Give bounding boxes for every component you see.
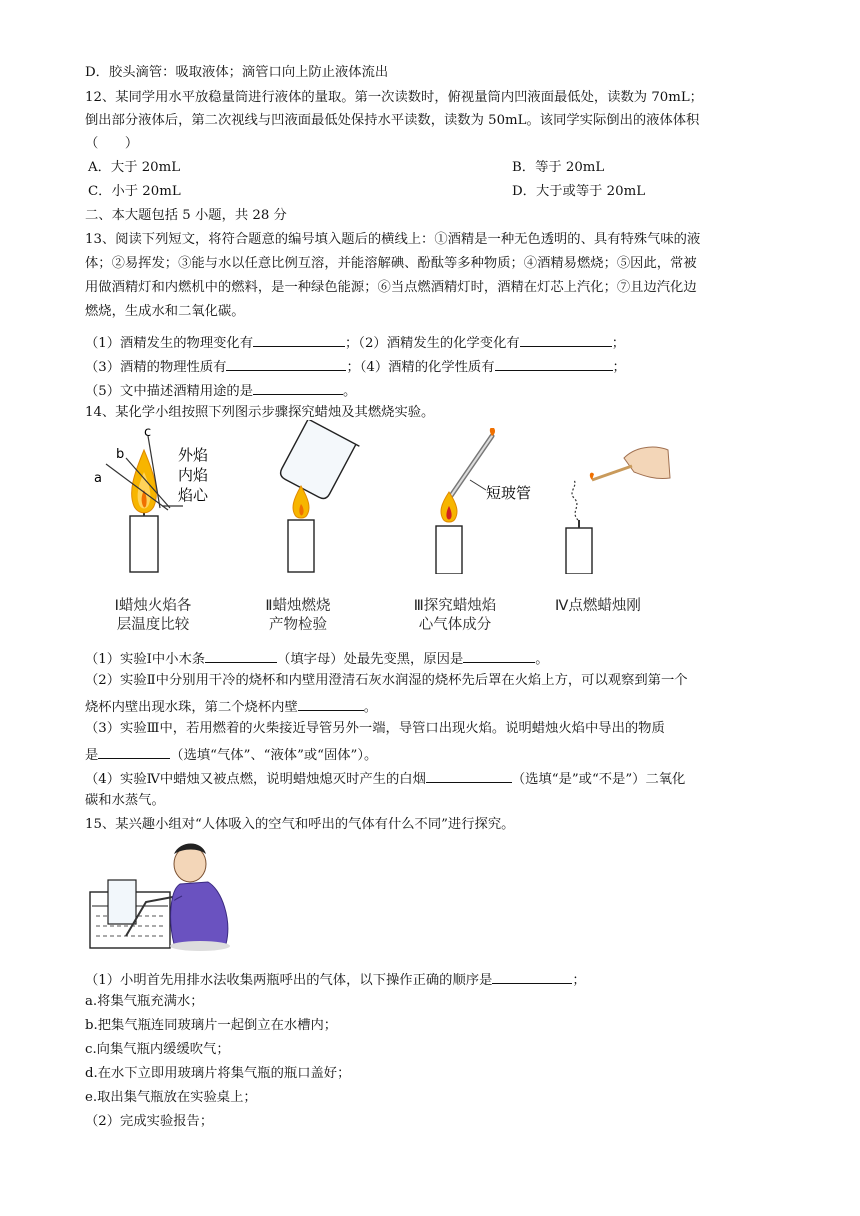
figure-exhaled-gas-collection [86,840,246,952]
q13-sub-1-label: （1）酒精发生的物理变化有 [85,336,254,351]
q13-line-2: 体；②易挥发；③能与水以任意比例互溶，并能溶解碘、酚酞等多种物质；④酒精易燃烧；⑤因此，常被 [85,256,697,271]
q14-title: 14、某化学小组按照下列图示步骤探究蜡烛及其燃烧实验。 [85,405,435,420]
student-shadow [170,941,230,951]
q12-option-c: C．小于 20mL [88,184,181,199]
q14-sub-2-label: 烧杯内壁出现水珠，第二个烧杯内壁 [85,700,298,715]
q14-sub-1 [85,648,549,669]
figure-short-tube [426,428,556,574]
q15-blank-1[interactable] [492,969,572,984]
label-flame-core: 焰心 [178,486,209,504]
hand-icon [624,447,670,478]
student-body [171,882,228,944]
label-outer-flame: 外焰 [178,446,209,464]
q14-sub-3-line-1: （3）实验Ⅲ中，若用燃着的火柴接近导管另外一端，导管口出现火焰。说明蜡烛火焰中导出的物质 [85,721,665,736]
q13-blank-2[interactable] [520,332,612,347]
label-inner-flame: 内焰 [178,466,209,484]
q13-sub-5-label: （5）文中描述酒精用途的是 [85,384,254,399]
q14-blank-1[interactable] [205,648,277,663]
q13-blank-4[interactable] [495,356,613,371]
figure-relight-smoke [560,440,680,574]
candle-3 [436,526,462,574]
q12-option-d: D．大于或等于 20mL [512,184,646,199]
caption-fig-2-line-2: 产物检验 [269,617,327,633]
q14-sub-3-end: （选填“气体”、“液体”或“固体”）。 [170,748,378,763]
q12-option-b: B．等于 20mL [512,160,605,175]
beaker-icon [275,420,360,503]
caption-fig-2-line-1: Ⅱ蜡烛燃烧 [265,598,331,614]
match-stick [592,466,632,480]
q14-sub-4-line-2: 碳和水蒸气。 [85,793,165,808]
q15-step-d: d.在水下立即用玻璃片将集气瓶的瓶口盖好； [85,1066,351,1081]
caption-fig-4 [528,597,668,616]
label-short-tube: 短玻管 [486,484,532,502]
q13-blank-1[interactable] [253,332,345,347]
label-c: c [144,425,152,440]
q15-step-e: e.取出集气瓶放在实验桌上； [85,1090,257,1105]
q14-sub-2-line-2 [85,696,377,717]
q13-sub-2-end: ； [611,336,625,351]
candle-1 [130,516,158,572]
figure-flame-layers [88,424,238,574]
gas-bottle [108,880,136,924]
section-2-heading: 二、本大题包括 5 小题，共 28 分 [85,208,287,223]
q13-line-1: 13、阅读下列短文，将符合题意的编号填入题后的横线上：①酒精是一种无色透明的、具有特殊气味的液 [85,232,701,247]
q15-step-a: a.将集气瓶充满水； [85,994,204,1009]
caption-fig-4-line-1: Ⅳ点燃蜡烛刚 [555,598,641,614]
q13-blank-5[interactable] [253,380,343,395]
q12-option-a: A．大于 20mL [88,160,181,175]
q15-step-b: b.把集气瓶连同玻璃片一起倒立在水槽内； [85,1018,338,1033]
caption-fig-1 [88,597,218,635]
q14-sub-2-line-1: （2）实验Ⅱ中分别用干冷的烧杯和内壁用澄清石灰水润湿的烧杯先后罩在火焰上方，可以观察到第一个 [85,673,688,688]
white-smoke [572,480,578,520]
q13-line-3: 用做酒精灯和内燃机中的燃料，是一种绿色能源；⑥当点燃酒精灯时，酒精在灯芯上汽化；⑦且边汽化边 [85,280,697,295]
caption-fig-3 [385,597,525,635]
q13-sub-5-end: 。 [343,384,357,399]
caption-fig-3-line-2: 心气体成分 [418,617,492,633]
q14-sub-3-label: 是 [85,748,99,763]
caption-fig-1-line-2: 层温度比较 [116,617,190,633]
label-a: a [94,471,102,486]
q11-option-d: D．胶头滴管：吸取液体；滴管口向上防止液体流出 [85,65,389,80]
q13-sub-5 [85,380,356,401]
q13-sub-3-label: （3）酒精的物理性质有 [85,360,227,375]
q15-sub-2: （2）完成实验报告； [85,1114,214,1129]
caption-fig-1-line-1: Ⅰ蜡烛火焰各 [114,598,192,614]
q13-sub-4-end: ； [612,360,626,375]
caption-fig-3-line-1: Ⅲ探究蜡烛焰 [413,598,497,614]
q12-answer-paren: （ ） [85,136,139,151]
q14-sub-4-line-1 [85,768,685,789]
candle-2 [288,520,314,572]
q14-blank-3[interactable] [298,696,364,711]
q14-sub-4-label: （4）实验Ⅳ中蜡烛又被点燃，说明蜡烛熄灭时产生的白烟 [85,772,426,787]
caption-fig-2 [238,597,358,635]
q13-sub-2-label: ；（2）酒精发生的化学变化有 [345,336,520,351]
q12-line-1: 12、某同学用水平放稳量筒进行液体的量取。第一次读数时，俯视量筒内凹液面最低处，读数为 70mL； [85,90,703,105]
q15-sub-1-label: （1）小明首先用排水法收集两瓶呼出的气体，以下操作正确的顺序是 [85,973,493,988]
q14-blank-5[interactable] [426,768,512,783]
q15-title: 15、某兴趣小组对“人体吸入的空气和呼出的气体有什么不同”进行探究。 [85,817,515,832]
q14-blank-2[interactable] [463,648,535,663]
q13-sub-1-2 [85,332,625,353]
q12-line-2: 倒出部分液体后，第二次视线与凹液面最低处保持水平读数，读数为 50mL。该同学实际倒出的液体体积 [85,113,700,128]
q14-sub-2-end: 。 [363,700,378,715]
q13-line-4: 燃烧，生成水和二氧化碳。 [85,304,245,319]
q14-sub-4-mid: （选填“是”或“不是”）二氧化 [511,772,686,787]
candle-4 [566,528,592,574]
figure-beaker-over-flame [262,420,372,574]
q14-sub-1-mid: （填字母）处最先变黑，原因是 [277,652,464,667]
q15-sub-1-end: ； [572,973,586,988]
q14-sub-3-line-2 [85,744,377,765]
q15-sub-1 [85,969,586,990]
q14-sub-1-label: （1）实验Ⅰ中小木条 [85,652,206,667]
q14-blank-4[interactable] [98,744,170,759]
label-b: b [116,447,125,462]
q13-sub-3-4 [85,356,626,377]
q13-sub-4-label: ；（4）酒精的化学性质有 [346,360,495,375]
q13-blank-3[interactable] [226,356,346,371]
q15-step-c: c.向集气瓶内缓缓吹气； [85,1042,230,1057]
q14-sub-1-end: 。 [535,652,549,667]
